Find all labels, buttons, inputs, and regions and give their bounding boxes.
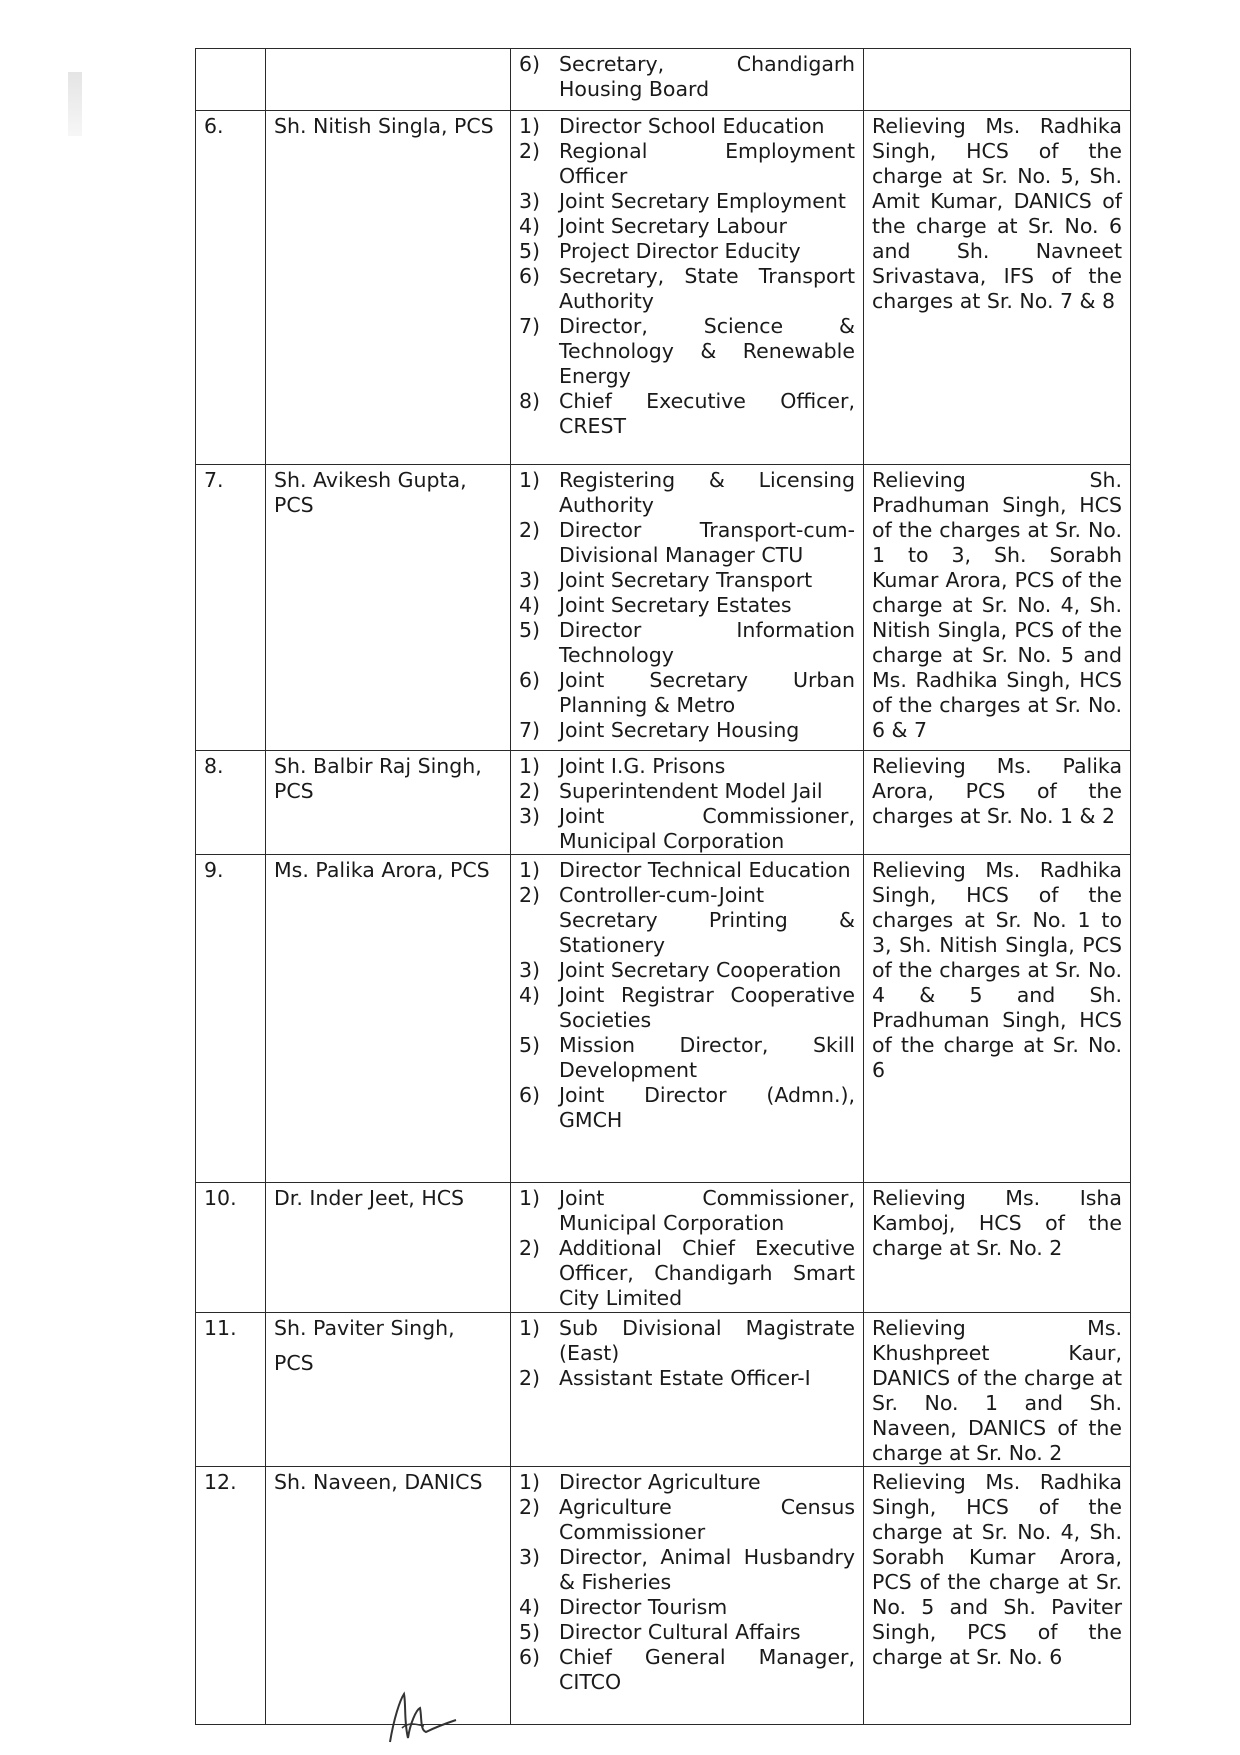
charge-item [519,804,855,854]
charge-text: Chief Executive Officer, CREST [559,389,855,438]
charge-text: Joint I.G. Prisons [559,754,726,778]
charge-text: Sub Divisional Magistrate (East) [559,1316,855,1365]
officer-name: Ms. Palika Arora, PCS [274,858,490,882]
charge-item [519,1645,855,1695]
relieving-note-cell: Relieving Ms. Radhika Singh, HCS of the charge at Sr. No. 5, Sh. Amit Kumar, DANICS of the charge at Sr. No. 6 and Sh. Navneet Srivastava, IFS of the charges at Sr. No. 7 & 8 [864,111,1131,465]
charge-number: 2) [519,1366,541,1390]
charge-item [519,1236,855,1311]
charge-item [519,239,855,264]
charge-item [519,983,855,1033]
charge-item [519,1545,855,1595]
charge-item [519,518,855,568]
charge-text: Project Director Educity [559,239,801,263]
charge-number: 6) [519,52,541,76]
officer-name: Dr. Inder Jeet, HCS [274,1186,465,1210]
charge-number: 1) [519,1316,541,1340]
table-row [196,751,1131,855]
charge-text: Joint Secretary Employment [559,189,846,213]
serial-number-cell: 6. [196,111,266,465]
charges-cell [511,111,864,465]
charge-text: Superintendent Model Jail [559,779,823,803]
charge-number: 1) [519,1470,541,1494]
charge-number: 5) [519,1620,541,1644]
charge-text: Assistant Estate Officer-I [559,1366,811,1390]
charge-number: 6) [519,264,541,288]
officer-name-cell [266,1313,511,1467]
charge-item [519,114,855,139]
postings-table [195,48,1131,1725]
charge-text: Joint Secretary Housing [559,718,800,742]
charge-list [519,468,855,743]
charge-text: Registering & Licensing Authority [559,468,855,517]
charge-list [519,1186,855,1311]
charge-number: 3) [519,189,541,213]
charge-number: 2) [519,1236,541,1260]
charge-list [519,858,855,1133]
charge-number: 5) [519,1033,541,1057]
charge-text: Joint Commissioner, Municipal Corporation [559,804,855,853]
relieving-note-cell: Relieving Ms. Khushpreet Kaur, DANICS of the charge at Sr. No. 1 and Sh. Naveen, DANICS of the charge at Sr. No. 2 [864,1313,1131,1467]
charge-number: 3) [519,958,541,982]
charge-item [519,568,855,593]
charges-cell [511,1183,864,1313]
charge-text: Joint Secretary Transport [559,568,813,592]
charge-text: Director Agriculture [559,1470,761,1494]
charge-item [519,468,855,518]
table-row [196,1313,1131,1467]
charges-cell [511,1313,864,1467]
charge-item [519,389,855,439]
charge-list [519,114,855,439]
charge-number: 6) [519,1083,541,1107]
charge-number: 6) [519,668,541,692]
officer-name-cell [266,1183,511,1313]
serial-number-cell: 11. [196,1313,266,1467]
charge-number: 2) [519,139,541,163]
relieving-note-cell [864,49,1131,111]
serial-number-cell: 9. [196,855,266,1183]
charges-cell [511,855,864,1183]
charge-item [519,52,855,102]
charge-text: Director School Education [559,114,825,138]
charge-item [519,1595,855,1620]
serial-number-cell: 12. [196,1467,266,1725]
charge-number: 5) [519,618,541,642]
charge-item [519,754,855,779]
table-row [196,1467,1131,1725]
charge-item [519,1033,855,1083]
charge-item [519,1316,855,1366]
charge-item [519,189,855,214]
charge-item [519,314,855,389]
postings-table-body [196,49,1131,1725]
serial-number-cell: 8. [196,751,266,855]
charge-item [519,858,855,883]
charge-text: Joint Secretary Urban Planning & Metro [559,668,855,717]
charge-text: Secretary, Chandigarh Housing Board [559,52,855,101]
officer-name-cell [266,1467,511,1725]
charge-item [519,618,855,668]
charge-text: Joint Secretary Estates [559,593,792,617]
charge-text: Director, Animal Husbandry & Fisheries [559,1545,855,1594]
charge-number: 4) [519,983,541,1007]
officer-name-cell [266,465,511,751]
officer-name-cell [266,49,511,111]
charge-item [519,1470,855,1495]
charge-text: Secretary, State Transport Authority [559,264,855,313]
charge-text: Controller-cum-Joint Secretary Printing & Stationery [559,883,855,957]
table-row [196,1183,1131,1313]
relieving-note-cell: Relieving Ms. Isha Kamboj, HCS of the charge at Sr. No. 2 [864,1183,1131,1313]
charge-number: 7) [519,718,541,742]
charges-cell [511,465,864,751]
relieving-note-cell: Relieving Ms. Radhika Singh, HCS of the charges at Sr. No. 1 to 3, Sh. Nitish Singla, PCS of the charges at Sr. No. 4 & 5 and Sh. Pradhuman Singh, HCS of the charge at Sr. No. 6 [864,855,1131,1183]
charge-text: Director Tourism [559,1595,728,1619]
charge-number: 4) [519,593,541,617]
signature-mark [382,1688,462,1748]
charge-number: 4) [519,1595,541,1619]
charge-number: 4) [519,214,541,238]
charge-list [519,1316,855,1391]
charge-number: 6) [519,1645,541,1669]
charge-text: Joint Secretary Cooperation [559,958,842,982]
charge-text: Joint Secretary Labour [559,214,787,238]
officer-name: Sh. Paviter Singh, [274,1316,455,1340]
charge-text: Director, Science & Technology & Renewable Energy [559,314,855,388]
table-row [196,855,1131,1183]
charge-text: Director Information Technology [559,618,855,667]
charge-number: 3) [519,804,541,828]
charge-number: 2) [519,779,541,803]
charge-text: Regional Employment Officer [559,139,855,188]
charge-text: Joint Director (Admn.), GMCH [559,1083,855,1132]
charge-item [519,668,855,718]
charge-text: Agriculture Census Commissioner [559,1495,855,1544]
charge-number: 1) [519,1186,541,1210]
officer-service: PCS [274,1351,314,1375]
charge-text: Chief General Manager, CITCO [559,1645,855,1694]
relieving-note-cell: Relieving Ms. Palika Arora, PCS of the charges at Sr. No. 1 & 2 [864,751,1131,855]
charge-number: 7) [519,314,541,338]
charge-item [519,264,855,314]
charge-text: Mission Director, Skill Development [559,1033,855,1082]
officer-name: Sh. Naveen, DANICS [274,1470,483,1494]
charges-cell [511,751,864,855]
charge-number: 3) [519,1545,541,1569]
charge-text: Director Cultural Affairs [559,1620,801,1644]
charge-item [519,1620,855,1645]
charges-cell [511,1467,864,1725]
officer-name: Sh. Avikesh Gupta, PCS [274,468,467,517]
charge-list [519,52,855,102]
officer-name-cell [266,751,511,855]
officer-name-cell [266,855,511,1183]
charge-number: 2) [519,883,541,907]
charge-text: Director Technical Education [559,858,851,882]
table-row [196,465,1131,751]
charge-item [519,1366,855,1391]
relieving-note-cell: Relieving Sh. Pradhuman Singh, HCS of the charges at Sr. No. 1 to 3, Sh. Sorabh Kumar Arora, PCS of the charge at Sr. No. 4, Sh. Nitish Singla, PCS of the charge at Sr. No. 5 and Ms. Radhika Singh, HCS of the charges at Sr. No. 6 & 7 [864,465,1131,751]
charge-item [519,718,855,743]
table-row [196,49,1131,111]
charge-item [519,593,855,618]
relieving-note-cell: Relieving Ms. Radhika Singh, HCS of the charge at Sr. No. 4, Sh. Sorabh Kumar Arora, PCS of the charge at Sr. No. 5 and Sh. Paviter Singh, PCS of the charge at Sr. No. 6 [864,1467,1131,1725]
charge-number: 1) [519,468,541,492]
officer-name: Sh. Balbir Raj Singh, PCS [274,754,482,803]
charge-number: 1) [519,754,541,778]
officer-name-cell [266,111,511,465]
table-row [196,111,1131,465]
charge-text: Joint Registrar Cooperative Societies [559,983,855,1032]
charge-text: Additional Chief Executive Officer, Chandigarh Smart City Limited [559,1236,855,1310]
charge-item [519,1083,855,1133]
serial-number-cell: 7. [196,465,266,751]
charge-number: 1) [519,114,541,138]
charge-number: 5) [519,239,541,263]
charge-item [519,139,855,189]
charge-item [519,958,855,983]
charge-number: 2) [519,1495,541,1519]
charge-number: 8) [519,389,541,413]
charge-number: 1) [519,858,541,882]
officer-name: Sh. Nitish Singla, PCS [274,114,494,138]
serial-number-cell [196,49,266,111]
charge-text: Joint Commissioner, Municipal Corporation [559,1186,855,1235]
charge-number: 3) [519,568,541,592]
charge-item [519,1495,855,1545]
charge-list [519,1470,855,1695]
charge-item [519,883,855,958]
charge-item [519,779,855,804]
charge-text: Director Transport-cum-Divisional Manager CTU [559,518,855,567]
charge-item [519,214,855,239]
charge-list [519,754,855,854]
charge-item [519,1186,855,1236]
charge-number: 2) [519,518,541,542]
serial-number-cell: 10. [196,1183,266,1313]
scan-artifact [68,72,82,136]
charges-cell [511,49,864,111]
